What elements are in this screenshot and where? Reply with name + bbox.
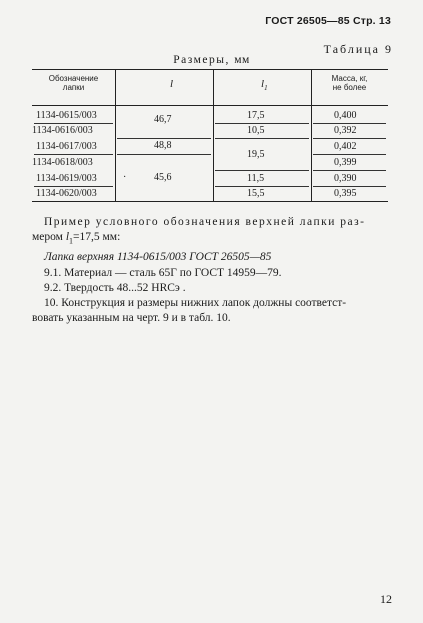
row-3-underline	[34, 154, 113, 155]
dimensions-caption	[0, 54, 423, 66]
page-number: 12	[380, 592, 392, 606]
row-4-designation: 1134-0618/003	[32, 157, 93, 168]
header-l1	[261, 78, 268, 92]
row-3-designation: 1134-0617/003	[36, 141, 97, 152]
l-group-1-rule	[117, 138, 211, 139]
header-designation-line2: лапки	[62, 83, 85, 92]
material-paragraph	[32, 266, 392, 326]
paragraph-10-line-1: 10. Конструкция и размеры нижних лапок должны соответст-	[44, 297, 347, 309]
row-6-l1: 15,5	[247, 188, 265, 199]
header-designation-line1: Обозначение	[48, 74, 99, 83]
header-mass	[311, 74, 388, 92]
l-value-group-3: 45,6	[154, 172, 172, 183]
l-group-2-rule	[117, 154, 211, 155]
row-2-mass: 0,392	[334, 125, 357, 136]
row-1-designation: 1134-0615/003	[36, 110, 97, 121]
example-line-2-prefix: мером	[32, 231, 63, 243]
row-4-mass: 0,399	[334, 157, 357, 168]
row-1-mass: 0,400	[334, 110, 357, 121]
table-divider-1	[115, 69, 116, 202]
header-l1-symbol: l	[261, 78, 265, 90]
mass-row-3-rule	[313, 154, 386, 155]
mass-row-4-rule	[313, 170, 386, 171]
example-paragraph	[32, 215, 392, 248]
table-bottom-rule	[32, 201, 388, 202]
row-2-designation: 1134-0616/003	[32, 125, 93, 136]
paragraph-9-1: 9.1. Материал — сталь 65Г по ГОСТ 14959—79.	[44, 267, 282, 279]
row-5-l1: 11,5	[247, 173, 265, 184]
mass-row-1-rule	[313, 123, 386, 124]
mass-row-5-rule	[313, 186, 386, 187]
table-top-rule	[32, 69, 388, 70]
l1-row-5-rule	[215, 186, 309, 187]
example-line-2	[32, 230, 392, 248]
row-6-mass: 0,395	[334, 188, 357, 199]
l1-merged-value: 19,5	[247, 149, 265, 160]
row-5-underline	[34, 186, 113, 187]
l1-merged-rule	[215, 170, 309, 171]
example-line-2-rest: =17,5 мм:	[73, 231, 121, 243]
row-1-underline	[34, 123, 113, 124]
dimensions-unit: мм	[234, 54, 250, 66]
header-l1-subscript: 1	[264, 84, 268, 93]
row-5-mark: ·	[123, 172, 127, 183]
paragraph-9-2: 9.2. Твердость 48...52 HRCэ .	[44, 282, 186, 294]
header-designation	[32, 74, 115, 92]
header-mass-line1: Масса, кг,	[331, 74, 368, 83]
row-5-mass: 0,390	[334, 173, 357, 184]
mass-row-2-rule	[313, 138, 386, 139]
row-6-designation: 1134-0620/003	[36, 188, 97, 199]
row-3-mass: 0,402	[334, 141, 357, 152]
row-2-l1: 10,5	[247, 125, 265, 136]
header-l: l	[170, 78, 174, 90]
paragraph-10-line-2: вовать указанным на черт. 9 и в табл. 10.	[32, 312, 231, 324]
table-divider-2	[213, 69, 214, 202]
example-designation: Лапка верхняя 1134-0615/003 ГОСТ 26505—85	[44, 251, 272, 263]
row-1-l1: 17,5	[247, 110, 265, 121]
l-value-group-2: 48,8	[154, 140, 172, 151]
row-5-designation: 1134-0619/003	[36, 173, 97, 184]
page-header: ГОСТ 26505—85 Стр. 13	[265, 15, 391, 27]
l1-row-1-rule	[215, 123, 309, 124]
table-header-rule	[32, 105, 388, 106]
parts-table	[32, 69, 388, 202]
header-mass-line2: не более	[332, 83, 367, 92]
example-variable-subscript: 1	[69, 236, 74, 246]
example-variable: l	[65, 231, 70, 243]
dimensions-caption-text: Размеры,	[173, 54, 230, 66]
l1-row-2-rule	[215, 138, 309, 139]
l-value-group-1: 46,7	[154, 114, 172, 125]
example-line-1: Пример условного обозначения верхней лапки раз-	[44, 216, 366, 228]
table-label: Таблица 9	[323, 42, 393, 56]
